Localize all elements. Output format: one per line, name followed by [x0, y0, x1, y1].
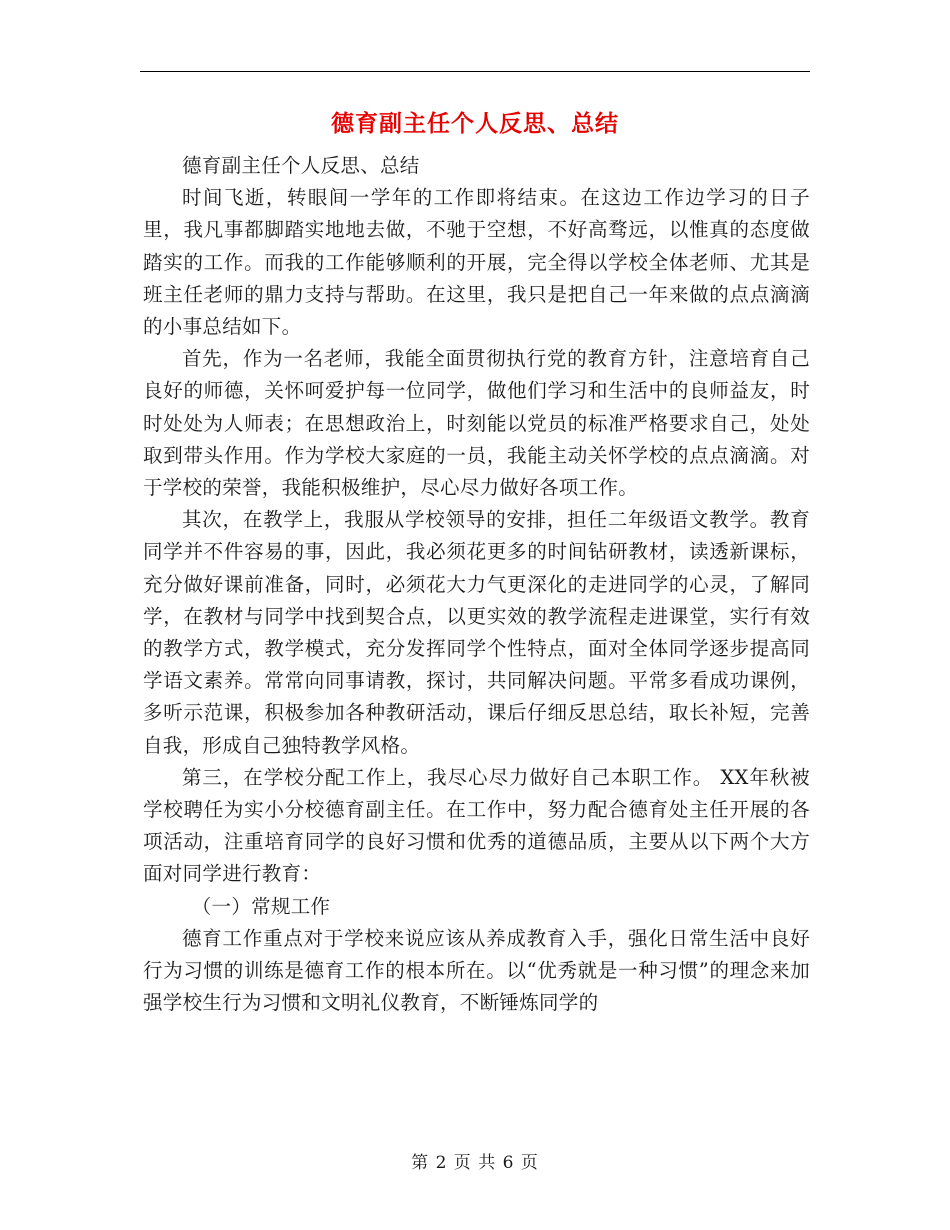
- paragraph: 首先，作为一名老师，我能全面贯彻执行党的教育方针，注意培育自己良好的师德，关怀呵爱护每一位同学，做他们学习和生活中的良师益友，时时处处为人师表；在思想政治上，时刻能以党员的标准严格要求自己，处处取到带头作用。作为学校大家庭的一员，我能主动关怀学校的点点滴滴。对于学校的荣誉，我能积极维护，尽心尽力做好各项工作。: [143, 347, 810, 500]
- paragraph-subtitle: 德育副主任个人反思、总结: [182, 154, 420, 177]
- header-rule: [140, 71, 810, 72]
- document-body: [143, 150, 810, 1019]
- paragraph: 德育工作重点对于学校来说应该从养成教育入手，强化日常生活中良好行为习惯的训练是德育工作的根本所在。以“优秀就是一种习惯”的理念来加强学校生行为习惯和文明礼仪教育，不断锤炼同学的: [143, 926, 810, 1015]
- section-heading: （一）常规工作: [191, 894, 331, 918]
- page-number: 第 2 页 共 6 页: [411, 1153, 539, 1173]
- paragraph: 第三，在学校分配工作上，我尽心尽力做好自己本职工作。 XX年秋被学校聘任为实小分校德育副主任。在工作中，努力配合德育处主任开展的各项活动，注重培育同学的良好习惯和优秀的道德品质，主要从以下两个大方面对同学进行教育：: [143, 765, 810, 886]
- paragraph: 其次，在教学上，我服从学校领导的安排，担任二年级语文教学。教育同学并不件容易的事，因此，我必须花更多的时间钻研教材，读透新课标，充分做好课前准备，同时，必须花大力气更深化的走进同学的心灵，了解同学，在教材与同学中找到契合点，以更实效的教学流程走进课堂，实行有效的教学方式，教学模式，充分发挥同学个性特点，面对全体同学逐步提高同学语文素养。常常向同事请教，探讨，共同解决问题。平常多看成功课例，多听示范课，积极参加各种教研活动，课后仔细反思总结，取长补短，完善自我，形成自己独特教学风格。: [143, 508, 810, 757]
- paragraph: 时间飞逝，转眼间一学年的工作即将结束。在这边工作边学习的日子里，我凡事都脚踏实地地去做，不驰于空想，不好高骛远，以惟真的态度做踏实的工作。而我的工作能够顺利的开展，完全得以学校全体老师、尤其是班主任老师的鼎力支持与帮助。在这里，我只是把自己一年来做的点点滴滴的小事总结如下。: [143, 186, 810, 339]
- document-title: 德育副主任个人反思、总结: [331, 110, 619, 137]
